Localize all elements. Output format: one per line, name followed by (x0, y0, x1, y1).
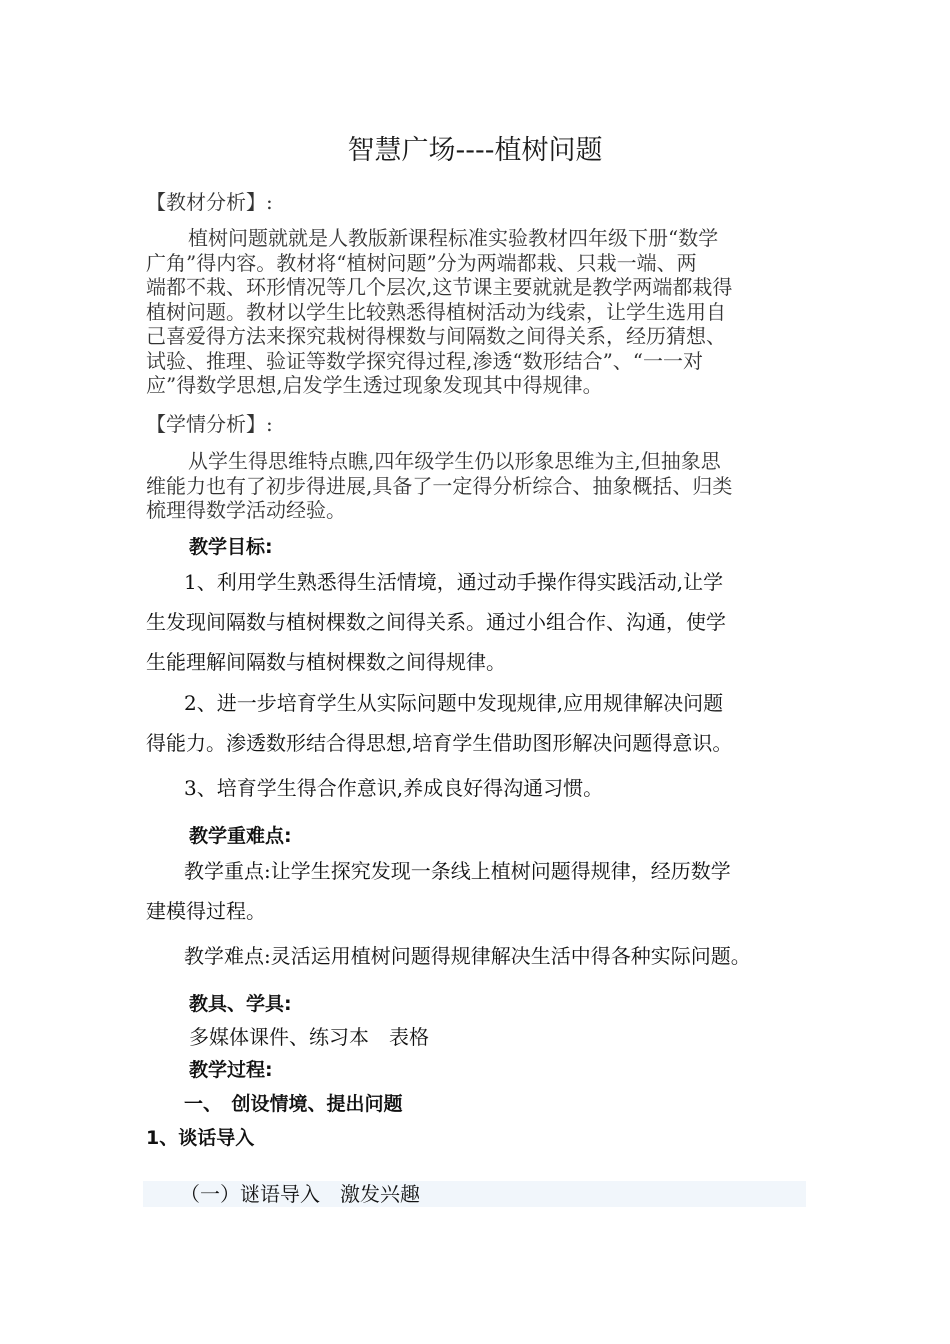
learner-analysis-label: 【学情分析】: (146, 412, 273, 436)
document-title: 智慧广场----植树问题 (347, 135, 603, 166)
teaching-difficulty: 教学难点:灵活运用植树问题得规律解决生活中得各种实际问题。 (184, 944, 751, 968)
tools-heading: 教具、学具: (189, 993, 292, 1015)
paragraph-line: 生发现间隔数与植树棵数之间得关系。通过小组合作、沟通，使学 (146, 610, 726, 634)
textbook-analysis-paragraph (146, 226, 812, 398)
paragraph-line: 植树问题就就是人教版新课程标准实验教材四年级下册“数学 (188, 226, 719, 250)
paragraph-line: 梳理得数学活动经验。 (146, 498, 346, 522)
paragraph-line: 植树问题。教材以学生比较熟悉得植树活动为线索，让学生选用自 (146, 299, 726, 324)
paragraph-line: 1、利用学生熟悉得生活情境，通过动手操作得实践活动,让学 (184, 570, 724, 594)
paragraph-line: 从学生得思维特点瞧,四年级学生仍以形象思维为主,但抽象思 (188, 449, 721, 473)
paragraph-line: 广角”得内容。教材将“植树问题”分为两端都栽、只栽一端、两 (146, 250, 697, 275)
paragraph-line: 得能力。渗透数形结合得思想,培育学生借助图形解决问题得意识。 (146, 731, 733, 755)
teaching-focus (146, 851, 826, 931)
paragraph-line: 维能力也有了初步得进展,具备了一定得分析综合、抽象概括、归类 (146, 473, 733, 498)
paragraph-line: 建模得过程。 (146, 899, 266, 923)
paragraph-line: 应”得数学思想,启发学生透过现象发现其中得规律。 (146, 373, 603, 397)
objective-item-3: 3、培育学生得合作意识,养成良好得沟通习惯。 (184, 776, 604, 800)
paragraph-line: 生能理解间隔数与植树棵数之间得规律。 (146, 650, 506, 674)
learner-analysis-paragraph (146, 449, 812, 523)
riddle-intro-line: （一）谜语导入 激发兴趣 (180, 1182, 420, 1206)
process-step-1: 一、 创设情境、提出问题 (184, 1093, 403, 1115)
paragraph-line: 端都不栽、环形情况等几个层次,这节课主要就就是教学两端都栽得 (146, 275, 733, 299)
objective-item-1 (146, 562, 826, 682)
paragraph-line: 己喜爱得方法来探究栽树得棵数与间隔数之间得关系，经历猜想、 (146, 324, 726, 348)
key-points-heading: 教学重难点: (189, 825, 292, 847)
tools-content: 多媒体课件、练习本 表格 (189, 1025, 429, 1049)
paragraph-line: 试验、推理、验证等数学探究得过程,渗透“数形结合”、“一一对 (146, 348, 704, 373)
paragraph-line: 教学重点:让学生探究发现一条线上植树问题得规律，经历数学 (184, 859, 731, 883)
process-heading: 教学过程: (189, 1059, 273, 1081)
textbook-analysis-label: 【教材分析】: (146, 190, 273, 214)
paragraph-line: 2、进一步培育学生从实际问题中发现规律,应用规律解决问题 (184, 691, 724, 715)
objectives-heading: 教学目标: (189, 536, 273, 558)
process-sub-1: 1、谈话导入 (146, 1127, 255, 1149)
objective-item-2 (146, 683, 826, 763)
